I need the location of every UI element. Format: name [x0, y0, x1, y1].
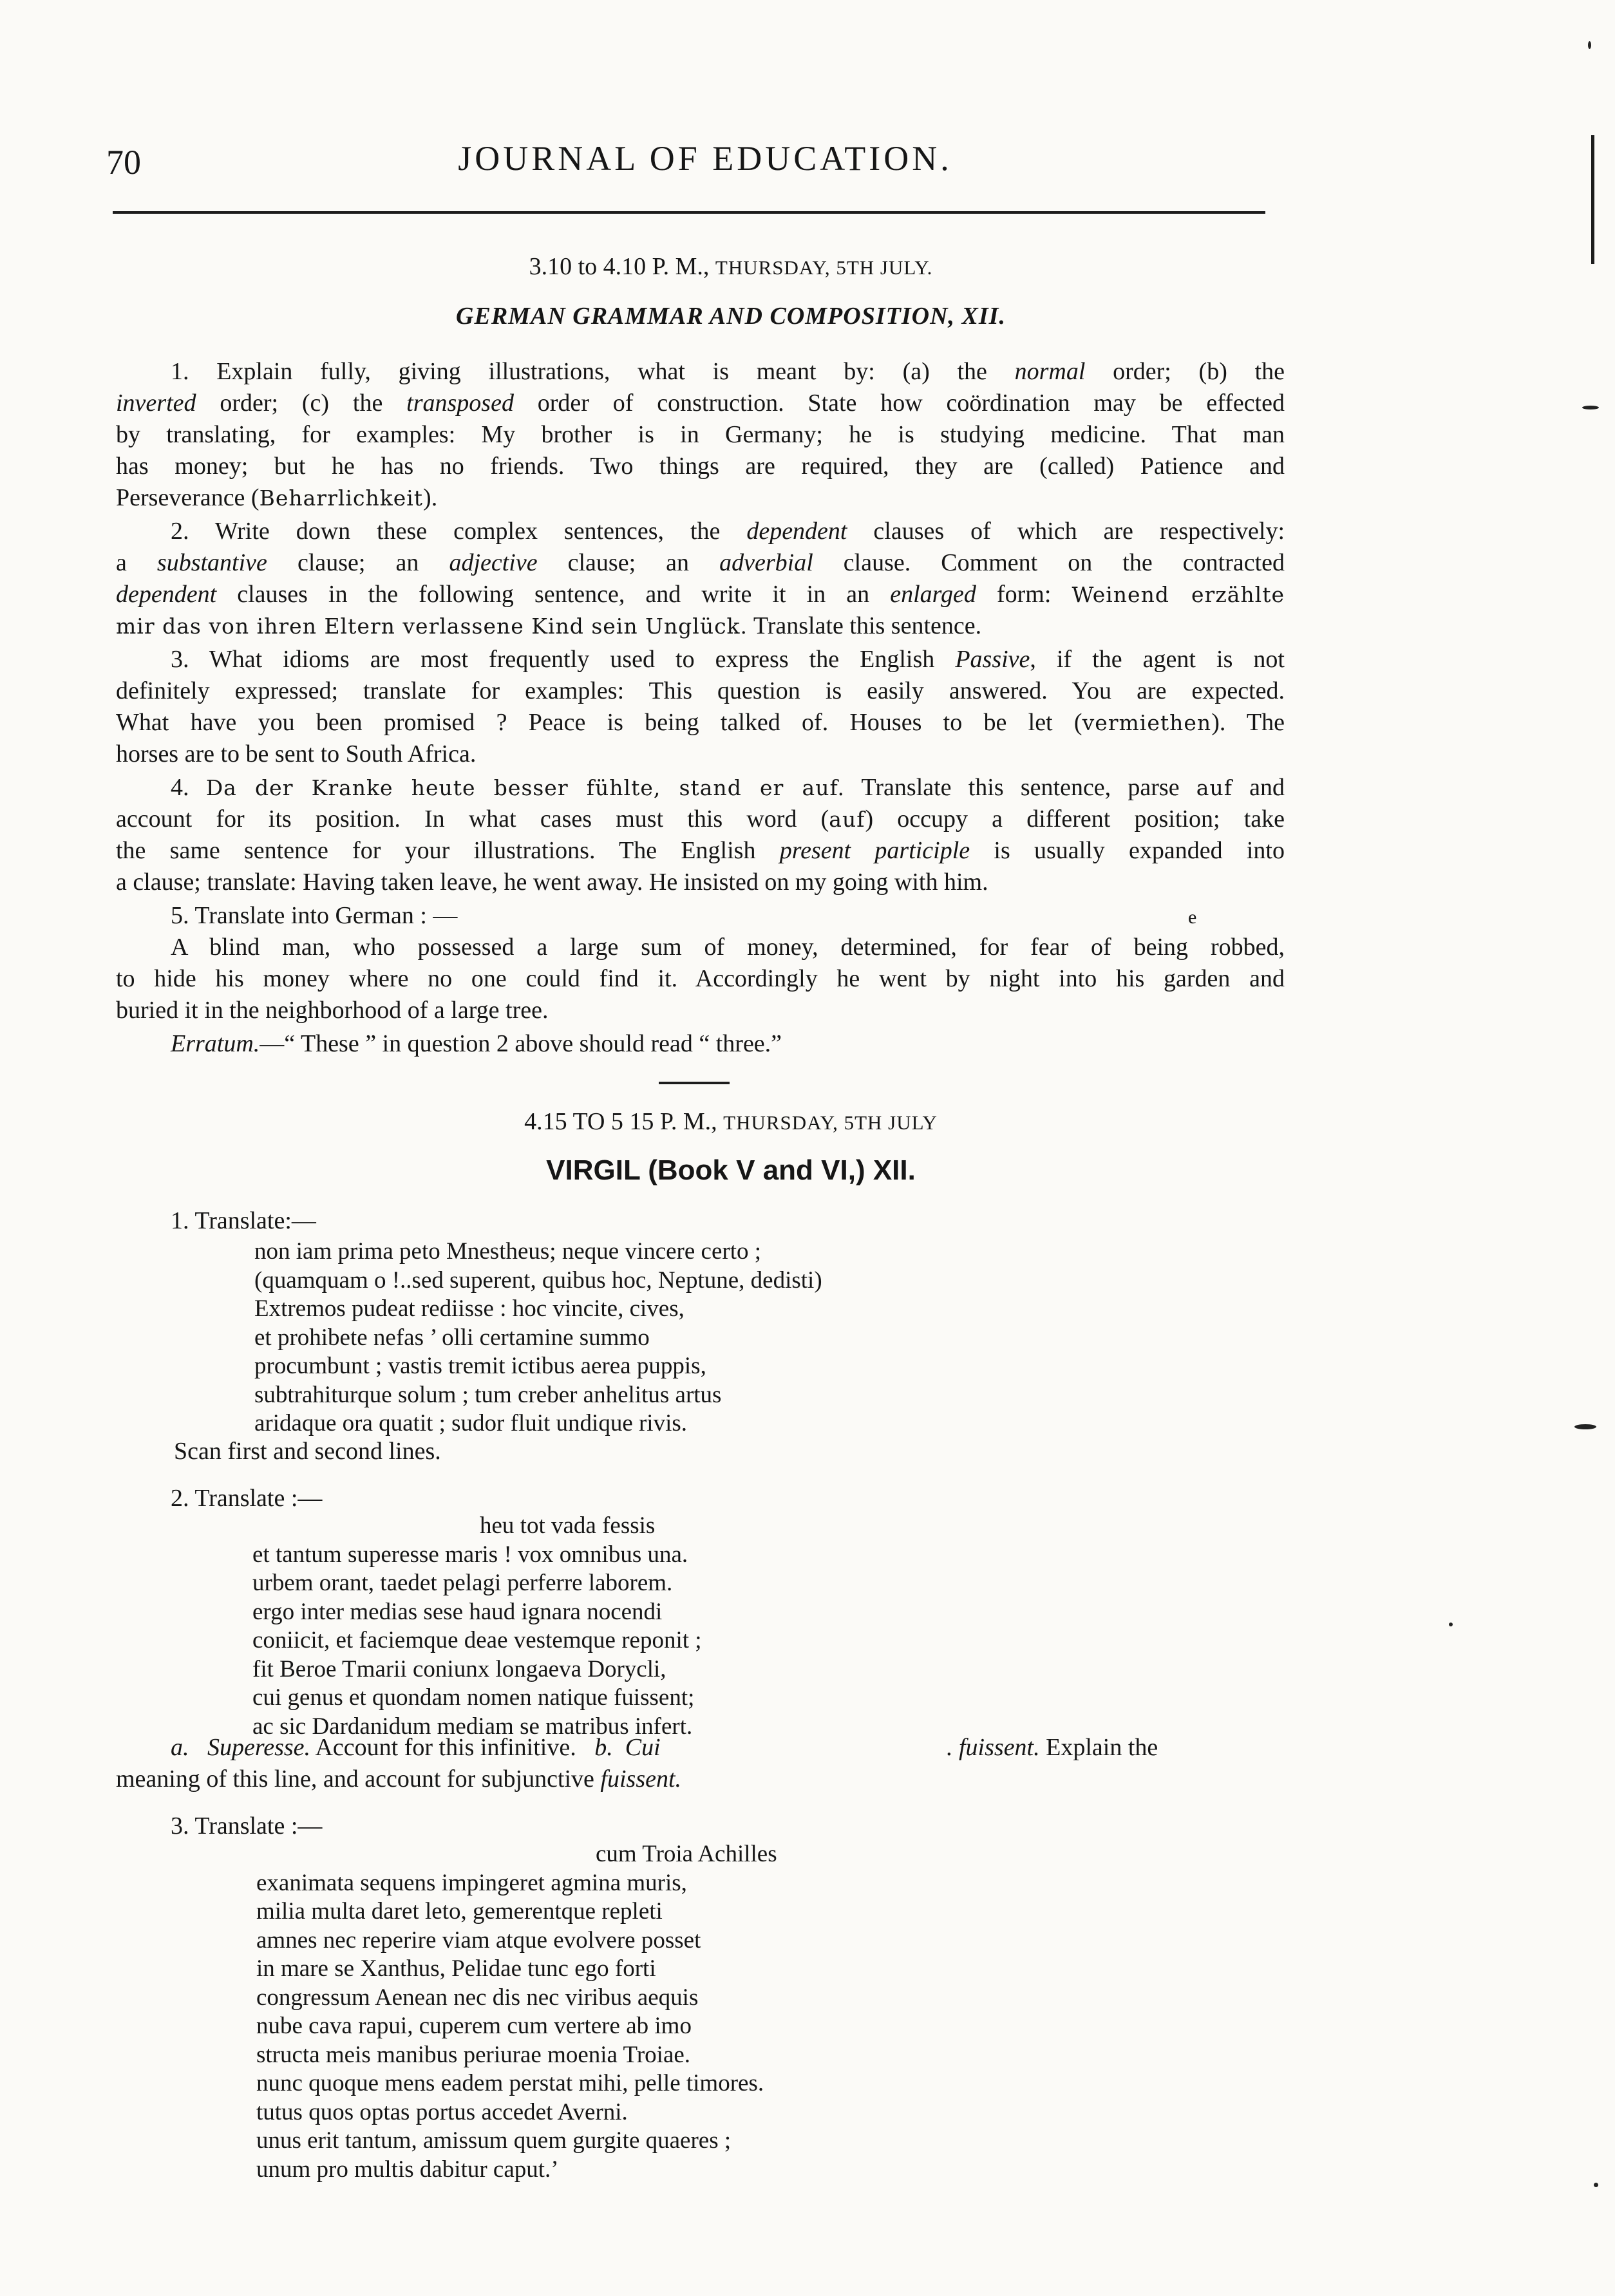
- v1-verse-line: (quamquam o !..sed superent, quibus hoc, Neptune, dedisti): [254, 1266, 822, 1294]
- erratum: Erratum.—“ These ” in question 2 above should read “ three.”: [171, 1030, 782, 1057]
- section-divider: [659, 1082, 730, 1084]
- q2-line-3: dependent clauses in the following sentence, and write it in an enlarged form: Weinend erzählte: [116, 581, 1285, 608]
- v3-verse-line: tutus quos optas portus accedet Averni.: [256, 2098, 628, 2125]
- q2-line-2: a substantive clause; an adjective clause; an adverbial clause. Comment on the contracted: [116, 549, 1285, 576]
- german-time: 3.10 to 4.10 P. M.,: [529, 253, 715, 280]
- q4-line-2: account for its position. In what cases must this word (auf) occupy a different position; take: [116, 805, 1285, 833]
- german-schedule: [0, 251, 1462, 283]
- q3-line-1: 3. What idioms are most frequently used to express the English Passive, if the agent is not: [171, 646, 1285, 673]
- v3-verse-line: in mare se Xanthus, Pelidae tunc ego forti: [256, 1955, 656, 1982]
- v2-verse-line: ac sic Dardanidum mediam se matribus infert.: [252, 1713, 693, 1740]
- v3-verse-line: nube cava rapui, cuperem cum vertere ab imo: [256, 2013, 692, 2039]
- v2-verse-line: urbem orant, taedet pelagi perferre laborem.: [252, 1570, 673, 1596]
- journal-title: JOURNAL OF EDUCATION.: [458, 139, 952, 178]
- v2-note-line-2: meaning of this line, and account for subjunctive fuissent.: [116, 1765, 682, 1793]
- q4-line-4: a clause; translate: Having taken leave, he went away. He insisted on my going with him.: [116, 869, 988, 896]
- margin-speck: [1449, 1623, 1453, 1626]
- v1-note: Scan first and second lines.: [174, 1438, 441, 1465]
- v2-verse-line: fit Beroe Tmarii coniunx longaeva Dorycli,: [252, 1655, 666, 1682]
- margin-speck: [1574, 1424, 1596, 1429]
- q3-line-3: What have you been promised ? Peace is being talked of. Houses to be let (vermiethen). The: [116, 709, 1285, 736]
- v2-note-a: a. Superesse. Account for this infinitive. b. Cui: [171, 1734, 661, 1761]
- virgil-schedule: [0, 1106, 1462, 1138]
- german-title: GERMAN GRAMMAR AND COMPOSITION, XII.: [456, 303, 1006, 330]
- q3-line-2: definitely expressed; translate for examples: This question is easily answered. You are expected.: [116, 677, 1285, 704]
- german-day: THURSDAY, 5TH JULY.: [715, 256, 933, 279]
- v1-verse-line: et prohibete nefas ’ olli certamine summo: [254, 1324, 650, 1351]
- v2-verse-line: et tantum superesse maris ! vox omnibus una.: [252, 1541, 688, 1568]
- virgil-day: THURSDAY, 5TH JULY: [723, 1111, 938, 1134]
- q5-line-2: A blind man, who possessed a large sum of money, determined, for fear of being robbed,: [171, 934, 1285, 961]
- q1-line-2: inverted order; (c) the transposed order of construction. State how coördination may be effected: [116, 390, 1285, 417]
- margin-speck: [1582, 406, 1599, 409]
- virgil-title: VIRGIL (Book V and VI,) XII.: [546, 1154, 916, 1186]
- v3-verse-line: congressum Aenean nec dis nec viribus aequis: [256, 1984, 699, 2011]
- virgil-time: 4.15 TO 5 15 P. M.,: [524, 1108, 724, 1135]
- q5-line-1: 5. Translate into German : —: [171, 902, 458, 929]
- v1-verse-line: non iam prima peto Mnestheus; neque vincere certo ;: [254, 1238, 762, 1265]
- margin-speck: [1594, 2183, 1598, 2187]
- v2-verse-line: coniicit, et faciemque deae vestemque reponit ;: [252, 1627, 702, 1653]
- q2-line-4: mir das von ihren Eltern verlassene Kind sein Unglück. Translate this sentence.: [116, 612, 982, 639]
- v3-verse-line: unum pro multis dabitur caput.’: [256, 2156, 559, 2183]
- v2-note-b: . fuissent. Explain the: [947, 1734, 1158, 1761]
- v2-label: 2. Translate :—: [171, 1485, 323, 1512]
- v2-verse-line: heu tot vada fessis: [480, 1512, 656, 1539]
- v1-verse-line: subtrahiturque solum ; tum creber anhelitus artus: [254, 1381, 722, 1408]
- q4-line-1: 4. Da der Kranke heute besser fühlte, stand er auf. Translate this sentence, parse auf and: [171, 774, 1285, 801]
- v1-verse-line: Extremos pudeat rediisse : hoc vincite, cives,: [254, 1295, 685, 1322]
- page-number: 70: [106, 143, 141, 182]
- v3-verse-line: structa meis manibus periurae moenia Troiae.: [256, 2041, 691, 2068]
- q1-line-1: 1. Explain fully, giving illustrations, what is meant by: (a) the normal order; (b) the: [171, 358, 1285, 385]
- v3-verse-line: exanimata sequens impingeret agmina muris,: [256, 1869, 687, 1896]
- q1-line-4: has money; but he has no friends. Two things are required, they are (called) Patience and: [116, 453, 1285, 480]
- q1-line-5: Perseverance (Beharrlichkeit).: [116, 484, 438, 511]
- q5-line-4: buried it in the neighborhood of a large tree.: [116, 997, 549, 1024]
- v3-verse-line: unus erit tantum, amissum quem gurgite quaeres ;: [256, 2127, 732, 2154]
- v3-label: 3. Translate :—: [171, 1812, 323, 1840]
- v3-verse-line: nunc quoque mens eadem perstat mihi, pelle timores.: [256, 2070, 764, 2096]
- v2-verse-line: ergo inter medias sese haud ignara nocendi: [252, 1598, 663, 1625]
- q3-line-4: horses are to be sent to South Africa.: [116, 740, 477, 767]
- v3-verse-line: milia multa daret leto, gemerentque repleti: [256, 1898, 663, 1924]
- q2-line-1: 2. Write down these complex sentences, the dependent clauses of which are respectively:: [171, 518, 1285, 545]
- margin-speck: [1588, 41, 1591, 49]
- v1-verse-line: aridaque ora quatit ; sudor fluit undique rivis.: [254, 1410, 688, 1436]
- q4-line-3: the same sentence for your illustrations. The English present participle is usually expanded into: [116, 837, 1285, 864]
- q1-line-3: by translating, for examples: My brother is in Germany; he is studying medicine. That man: [116, 421, 1285, 448]
- v1-label: 1. Translate:—: [171, 1207, 316, 1234]
- v1-verse-line: procumbunt ; vastis tremit ictibus aerea puppis,: [254, 1353, 706, 1379]
- q5-margin-mark: e: [1188, 907, 1197, 928]
- q5-line-3: to hide his money where no one could find it. Accordingly he went by night into his garden and: [116, 965, 1285, 992]
- margin-bar: [1591, 135, 1594, 264]
- v2-verse-line: cui genus et quondam nomen natique fuissent;: [252, 1684, 695, 1711]
- v3-verse-line: amnes nec reperire viam atque evolvere posset: [256, 1926, 701, 1953]
- v3-verse-line: cum Troia Achilles: [596, 1841, 777, 1867]
- header-rule: [113, 211, 1265, 214]
